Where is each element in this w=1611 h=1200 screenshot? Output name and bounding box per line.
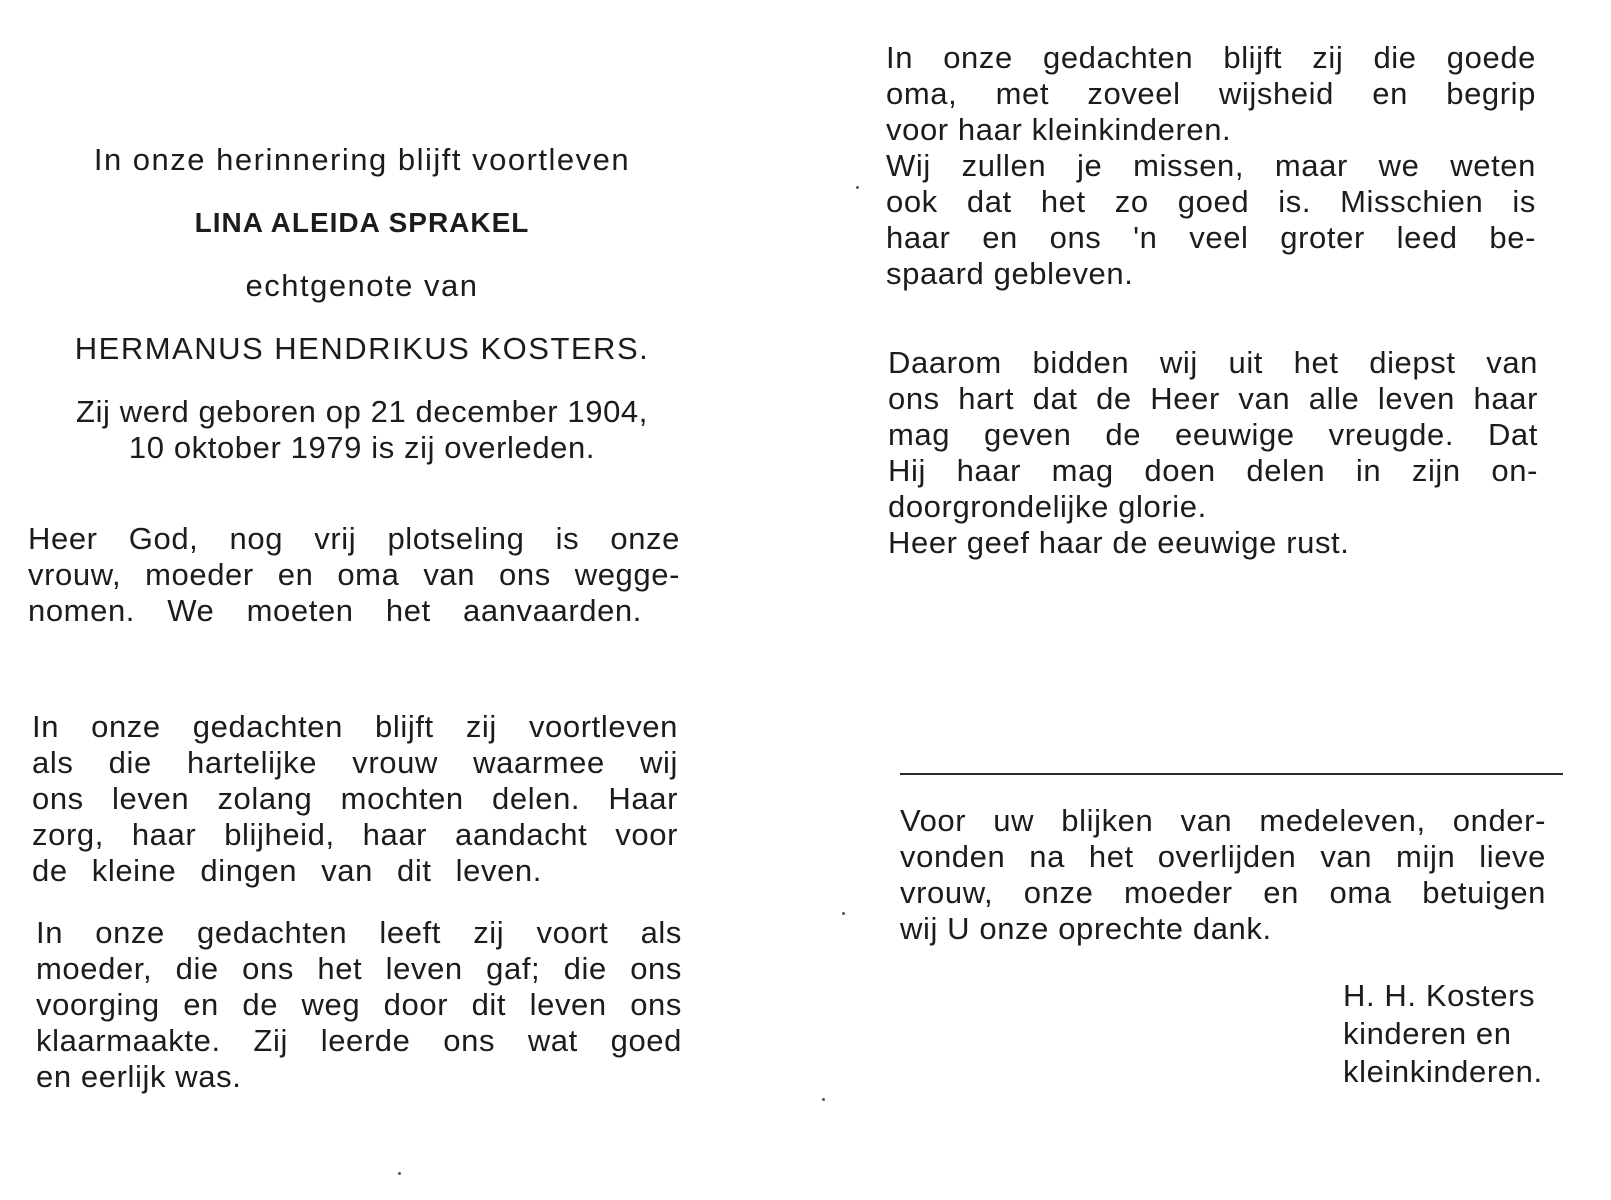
paragraph-line: nomen. We moeten het aanvaarden. [28, 593, 642, 628]
paragraph-line: mag geven de eeuwige vreugde. Dat [888, 417, 1538, 452]
thanks-line: vonden na het overlijden van mijn lieve [900, 839, 1546, 874]
paragraph-line: moeder, die ons het leven gaf; die ons [36, 951, 682, 986]
thanks-line: Voor uw blijken van medeleven, onder- [900, 803, 1546, 838]
paragraph-line: spaard gebleven. [886, 256, 1134, 291]
intro-line: In onze herinnering blijft voortleven [93, 142, 631, 177]
paragraph-line: In onze gedachten blijft zij voortleven [32, 709, 678, 744]
deceased-name: LINA ALEIDA SPRAKEL [194, 207, 530, 238]
relation-line: echtgenote van [245, 268, 479, 303]
paragraph-line: voorging en de weg door dit leven ons [36, 987, 682, 1022]
scan-speck [856, 186, 859, 189]
death-line: 10 oktober 1979 is zij overleden. [128, 430, 596, 465]
paragraph-line: In onze gedachten leeft zij voort als [36, 915, 682, 950]
spouse-name: HERMANUS HENDRIKUS KOSTERS. [74, 331, 650, 366]
paragraph-line: de kleine dingen van dit leven. [32, 853, 542, 888]
paragraph-line: Hij haar mag doen delen in zijn on- [888, 453, 1538, 488]
divider-line [900, 773, 1563, 775]
paragraph-line: voor haar kleinkinderen. [886, 112, 1232, 147]
birth-line: Zij werd geboren op 21 december 1904, [76, 394, 648, 429]
paragraph-line: haar en ons 'n veel groter leed be- [886, 220, 1536, 255]
paragraph-line: ook dat het zo goed is. Misschien is [886, 184, 1536, 219]
paragraph-line: en eerlijk was. [36, 1059, 242, 1094]
thanks-line: wij U onze oprechte dank. [900, 911, 1272, 946]
paragraph-line: Heer geef haar de eeuwige rust. [888, 525, 1350, 560]
paragraph-line: In onze gedachten blijft zij die goede [886, 40, 1536, 75]
paragraph-line: ons hart dat de Heer van alle leven haar [888, 381, 1538, 416]
paragraph-line: als die hartelijke vrouw waarmee wij [32, 745, 678, 780]
paragraph-line: ons leven zolang mochten delen. Haar [32, 781, 678, 816]
paragraph-line: vrouw, moeder en oma van ons wegge- [28, 557, 680, 592]
paragraph-line: oma, met zoveel wijsheid en begrip [886, 76, 1536, 111]
paragraph-line: Daarom bidden wij uit het diepst van [888, 345, 1538, 380]
signature-name: H. H. Kosters [1343, 978, 1536, 1013]
left-panel [22, 0, 702, 1200]
paragraph-line: Wij zullen je missen, maar we weten [886, 148, 1536, 183]
signature-grandchildren: kleinkinderen. [1343, 1054, 1543, 1089]
signature-children: kinderen en [1343, 1016, 1512, 1051]
scan-speck [842, 912, 845, 915]
paragraph-line: doorgrondelijke glorie. [888, 489, 1207, 524]
thanks-line: vrouw, onze moeder en oma betuigen [900, 875, 1546, 910]
right-panel [878, 0, 1578, 1200]
scan-speck [822, 1098, 825, 1101]
paragraph-line: klaarmaakte. Zij leerde ons wat goed [36, 1023, 682, 1058]
paragraph-line: zorg, haar blijheid, haar aandacht voor [32, 817, 678, 852]
paragraph-line: Heer God, nog vrij plotseling is onze [28, 521, 680, 556]
scan-speck [398, 1172, 401, 1175]
